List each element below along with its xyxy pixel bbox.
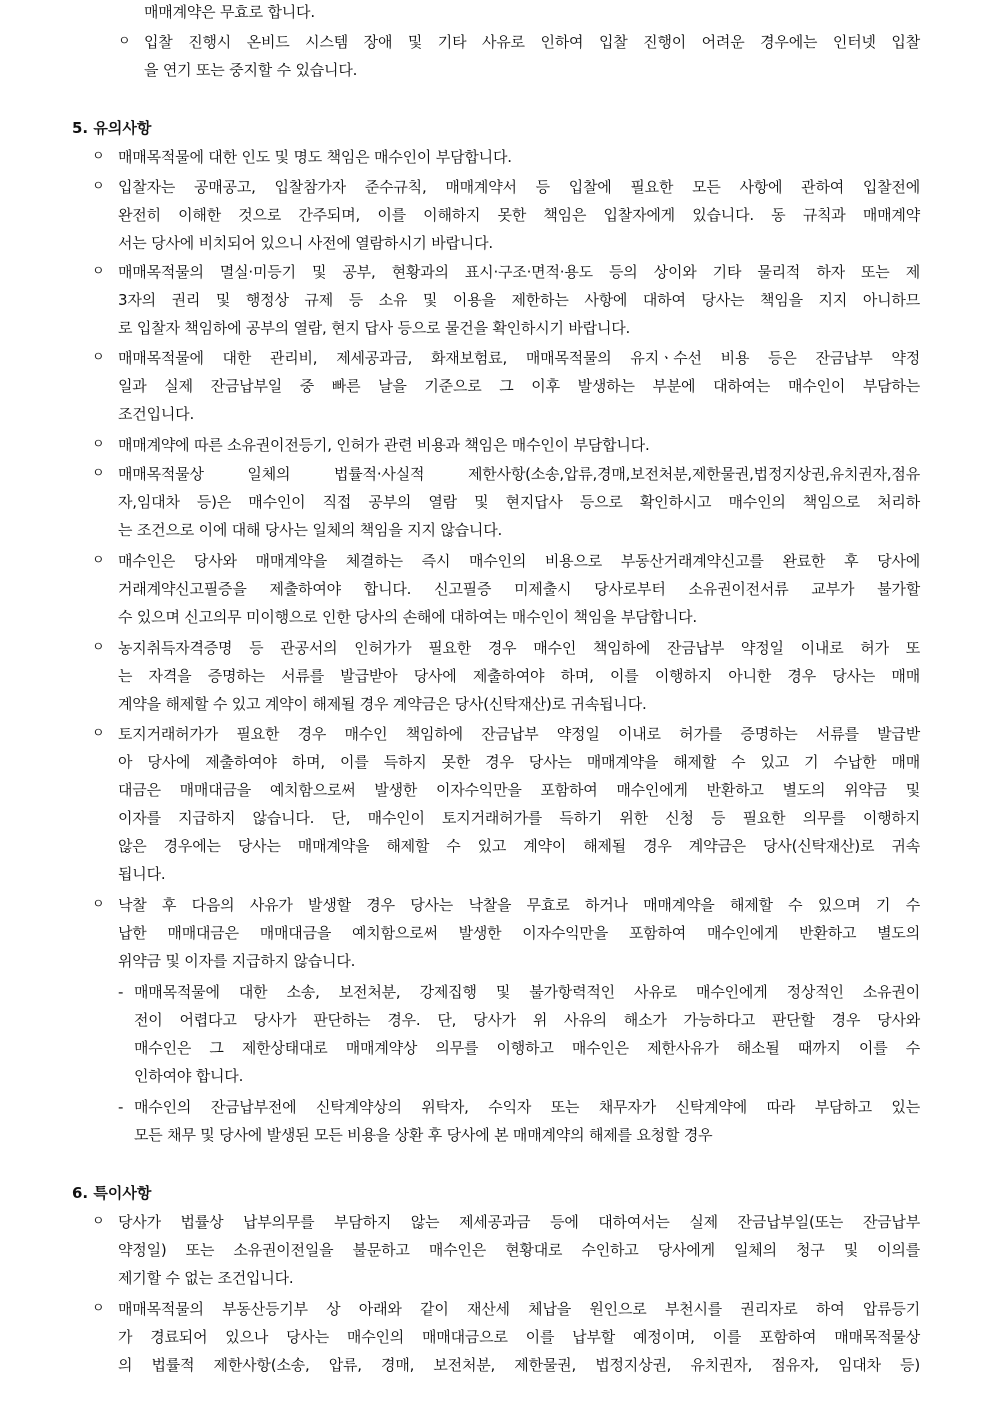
list-item-line: 조건입니다. [118, 405, 195, 423]
list-item-line: 계약을 해제할 수 있고 계약이 해제될 경우 계약금은 당사(신탁재산)로 귀속됩니다. [118, 695, 647, 713]
sub-item-line: 매수인의 잔금납부전에 신탁계약상의 위탁자, 수익자 또는 채무자가 신탁계약에 따라 부담하고 있는 [134, 1098, 920, 1116]
list-item-line: 매매목적물에 대한 관리비, 제세공과금, 화재보험료, 매매목적물의 유지ㆍ수선 비용 등은 잔금납부 약정 [118, 349, 920, 367]
list-item-line: 로 입찰자 책임하에 공부의 열람, 현지 답사 등으로 물건을 확인하시기 바랍니다. [118, 319, 631, 337]
list-item-line: 아 당사에 제출하여야 하며, 이를 득하지 못한 경우 당사는 매매계약을 해제할 수 있고 기 수납한 매매 [118, 753, 920, 771]
list-item-line: 당사가 법률상 납부의무를 부담하지 않는 제세공과금 등에 대하여서는 실제 잔금납부일(또는 잔금납부 [118, 1213, 920, 1231]
list-item-line: 낙찰 후 다음의 사유가 발생할 경우 당사는 낙찰을 무효로 하거나 매매계약을 해제할 수 있으며 기 수 [118, 896, 921, 914]
list-item-line: 매매계약에 따른 소유권이전등기, 인허가 관련 비용과 책임은 매수인이 부담합니다. [118, 436, 650, 454]
list-item-line: 거래계약신고필증을 제출하여야 합니다. 신고필증 미제출시 당사로부터 소유권이전서류 교부가 불가할 [118, 580, 920, 598]
list-item-line: 않은 경우에는 당사는 매매계약을 해제할 수 있고 계약이 해제될 경우 계약금은 당사(신탁재산)로 귀속 [118, 837, 920, 855]
dash-marker: - [118, 1098, 124, 1116]
list-item-line: 매매목적물에 대한 인도 및 명도 책임은 매수인이 부담합니다. [118, 148, 512, 166]
sub-item-line: 매수인은 그 제한상태대로 매매계약상 의무를 이행하고 매수인은 제한사유가 해소될 때까지 이를 수 [134, 1039, 920, 1057]
list-item-line: 매매목적물의 멸실·미등기 및 공부, 현황과의 표시·구조·면적·용도 등의 상이와 기타 물리적 하자 또는 제 [118, 263, 920, 281]
bullet-marker: ㅇ [92, 437, 105, 452]
section-heading: 5. 유의사항 [72, 119, 152, 137]
list-item-line: 매매목적물의 부동산등기부 상 아래와 같이 재산세 체납을 원인으로 부천시를 권리자로 하여 압류등기 [118, 1300, 920, 1318]
bullet-marker: ㅇ [92, 897, 105, 912]
list-item-line: 일과 실제 잔금납부일 중 빠른 날을 기준으로 그 이후 발생하는 부분에 대하여는 매수인이 부담하는 [118, 377, 920, 395]
list-item-line: 매수인은 당사와 매매계약을 체결하는 즉시 매수인의 비용으로 부동산거래계약신고를 완료한 후 당사에 [118, 552, 920, 570]
list-item-line: 약정일) 또는 소유권이전일을 불문하고 매수인은 현황대로 수인하고 당사에게 일체의 청구 및 이의를 [118, 1241, 920, 1259]
bullet-marker: ㅇ [92, 640, 105, 655]
sub-item-line: 매매목적물에 대한 소송, 보전처분, 강제집행 및 불가항력적인 사유로 매수인에게 정상적인 소유권이 [134, 983, 920, 1001]
bullet-marker: ㅇ [92, 149, 105, 164]
sub-item-line: 모든 채무 및 당사에 발생된 모든 비용을 상환 후 당사에 본 매매계약의 해제를 요청할 경우 [134, 1126, 713, 1144]
dash-marker: - [118, 983, 124, 1001]
list-item-line: 가 경료되어 있으나 당사는 매수인의 매매대금으로 이를 납부할 예정이며, 이를 포함하여 매매목적물상 [118, 1328, 920, 1346]
bullet-marker: ㅇ [92, 1214, 105, 1229]
list-item-line: 토지거래허가가 필요한 경우 매수인 책임하에 잔금납부 약정일 이내로 허가를 증명하는 서류를 발급받 [118, 725, 920, 743]
list-item-line: 됩니다. [118, 865, 166, 883]
list-item-line: 는 조건으로 이에 대해 당사는 일체의 책임을 지지 않습니다. [118, 521, 503, 539]
list-item-line: 제기할 수 없는 조건입니다. [118, 1269, 294, 1287]
list-item-line: 입찰자는 공매공고, 입찰참가자 준수규칙, 매매계약서 등 입찰에 필요한 모든 사항에 관하여 입찰전에 [118, 178, 920, 196]
list-item-line: 는 자격을 증명하는 서류를 발급받아 당사에 제출하여야 하며, 이를 이행하지 아니한 경우 당사는 매매 [118, 667, 920, 685]
list-item-line: 매매목적물상 일체의 법률적·사실적 제한사항(소송,압류,경매,보전처분,제한물권,법정지상권,유치권자,점유 [118, 465, 920, 483]
sub-item-line: 인하여야 합니다. [134, 1067, 244, 1085]
carry-over-line: 매매계약은 무효로 합니다. [144, 3, 315, 21]
sub-item-line: 전이 어렵다고 당사가 판단하는 경우. 단, 당사가 위 사유의 해소가 가능하다고 판단할 경우 당사와 [134, 1011, 920, 1029]
list-item-line: 대금은 매매대금을 예치함으로써 발생한 이자수익만을 포함하여 매수인에게 반환하고 별도의 위약금 및 [118, 781, 920, 799]
bullet-marker: ㅇ [92, 553, 105, 568]
list-item-line: 수 있으며 신고의무 미이행으로 인한 당사의 손해에 대하여는 매수인이 책임을 부담합니다. [118, 608, 697, 626]
list-item-line: 자,임대차 등)은 매수인이 직접 공부의 열람 및 현지답사 등으로 확인하시고 매수인의 책임으로 처리하 [118, 493, 920, 511]
bullet-marker: ㅇ [92, 1301, 105, 1316]
bullet-marker: ㅇ [92, 264, 105, 279]
list-item-line: 이자를 지급하지 않습니다. 단, 매수인이 토지거래허가를 득하기 위한 신청 등 필요한 의무를 이행하지 [118, 809, 920, 827]
bullet-marker: ㅇ [92, 179, 105, 194]
section-heading: 6. 특이사항 [72, 1184, 152, 1202]
list-item-line: 위약금 및 이자를 지급하지 않습니다. [118, 952, 356, 970]
list-item-line: 납한 매매대금은 매매대금을 예치함으로써 발생한 이자수익만을 포함하여 매수인에게 반환하고 별도의 [118, 924, 920, 942]
list-item-line: 서는 당사에 비치되어 있으니 사전에 열람하시기 바랍니다. [118, 234, 493, 252]
bullet-marker: ㅇ [92, 726, 105, 741]
list-item-line: 완전히 이해한 것으로 간주되며, 이를 이해하지 못한 책임은 입찰자에게 있습니다. 동 규칙과 매매계약 [118, 206, 920, 224]
bullet-marker: ㅇ [118, 34, 131, 49]
bullet-marker: ㅇ [92, 466, 105, 481]
list-item-line: 3자의 권리 및 행정상 규제 등 소유 및 이용을 제한하는 사항에 대하여 당사는 책임을 지지 아니하므 [118, 291, 920, 309]
list-item-line: 을 연기 또는 중지할 수 있습니다. [144, 61, 358, 79]
list-item-line: 농지취득자격증명 등 관공서의 인허가가 필요한 경우 매수인 책임하에 잔금납부 약정일 이내로 허가 또 [118, 639, 920, 657]
bullet-marker: ㅇ [92, 350, 105, 365]
list-item-line: 의 법률적 제한사항(소송, 압류, 경매, 보전처분, 제한물권, 법정지상권, 유치권자, 점유자, 임대차 등) [118, 1356, 920, 1374]
list-item-line: 입찰 진행시 온비드 시스템 장애 및 기타 사유로 인하여 입찰 진행이 어려운 경우에는 인터넷 입찰 [144, 33, 920, 51]
